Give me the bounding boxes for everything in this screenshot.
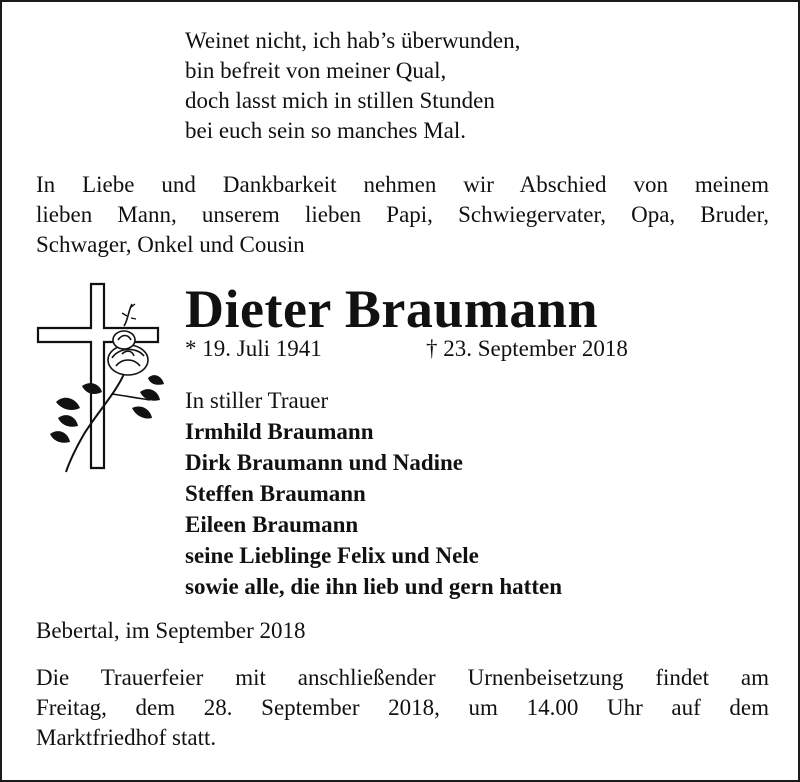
intro-text bbox=[36, 170, 769, 260]
funeral-info bbox=[36, 663, 769, 753]
poem-line: doch lasst mich in stillen Stunden bbox=[185, 88, 495, 113]
cross-with-rose-icon bbox=[36, 282, 166, 482]
intro-line: lieben Mann, unserem lieben Papi, Schwiegervater, Opa, Bruder, bbox=[36, 202, 769, 227]
mourner-name: Dirk Braumann und Nadine bbox=[185, 450, 463, 475]
poem-line: bei euch sein so manches Mal. bbox=[185, 118, 467, 143]
funeral-line: Freitag, dem 28. September 2018, um 14.00 Uhr auf dem bbox=[36, 695, 769, 720]
mourner-name: sowie alle, die ihn lieb und gern hatten bbox=[185, 574, 562, 599]
death-date: † 23. September 2018 bbox=[426, 336, 628, 361]
funeral-line: Die Trauerfeier mit anschließender Urnenbeisetzung findet am bbox=[36, 665, 769, 690]
intro-line: Schwager, Onkel und Cousin bbox=[36, 232, 305, 257]
intro-line: In Liebe und Dankbarkeit nehmen wir Abschied von meinem bbox=[36, 172, 769, 197]
funeral-line: Marktfriedhof statt. bbox=[36, 725, 217, 750]
poem bbox=[185, 26, 520, 146]
mourner-name: Steffen Braumann bbox=[185, 481, 366, 506]
birth-date: * 19. Juli 1941 bbox=[185, 336, 322, 361]
mourners-list bbox=[185, 385, 562, 602]
mourner-name: Irmhild Braumann bbox=[185, 419, 374, 444]
mourner-name: seine Lieblinge Felix und Nele bbox=[185, 543, 479, 568]
poem-line: bin befreit von meiner Qual, bbox=[185, 58, 447, 83]
place-and-date: Bebertal, im September 2018 bbox=[36, 618, 306, 643]
poem-line: Weinet nicht, ich hab’s überwunden, bbox=[185, 28, 521, 53]
deceased-name: Dieter Braumann bbox=[185, 279, 598, 339]
mourners-heading: In stiller Trauer bbox=[185, 388, 329, 413]
mourner-name: Eileen Braumann bbox=[185, 512, 359, 537]
